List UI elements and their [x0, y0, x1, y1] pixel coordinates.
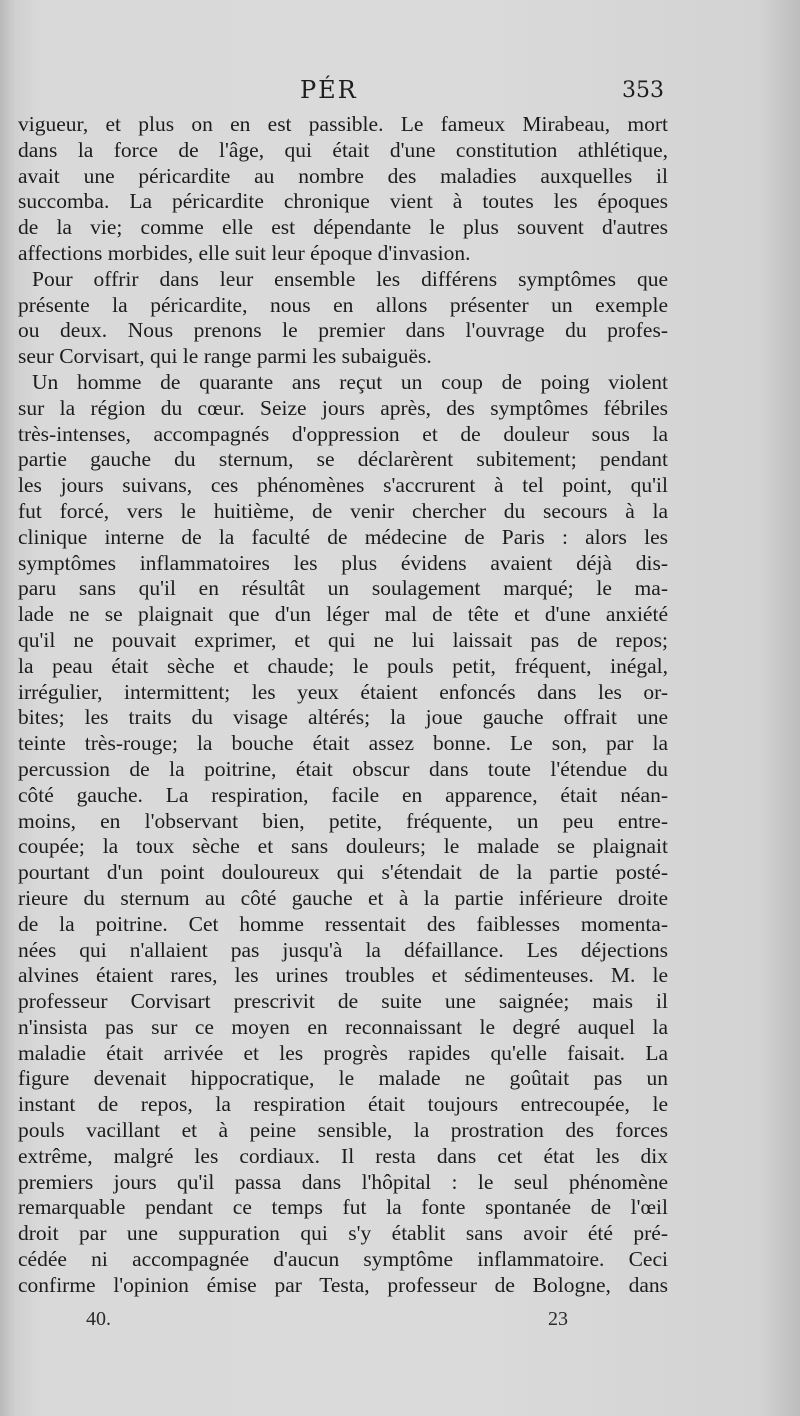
text-line: de la poitrine. Cet homme ressentait des faiblesses momenta- [18, 911, 668, 936]
text-line: percussion de la poitrine, était obscur dans toute l'étendue du [18, 756, 668, 781]
text-line: très-intenses, accompagnés d'oppression et de douleur sous la [18, 421, 668, 446]
text-line: instant de repos, la respiration était toujours entrecoupée, le [18, 1092, 668, 1117]
text-line: coupée; la toux sèche et sans douleurs; le malade se plaignait [18, 834, 668, 859]
text-line: pourtant d'un point douloureux qui s'étendait de la partie posté- [18, 860, 668, 885]
text-line: lade ne se plaignait que d'un léger mal de tête et d'une anxiété [18, 602, 668, 627]
text-line: alvines étaient rares, les urines troubles et sédimenteuses. M. le [18, 963, 668, 988]
text-line: teinte très-rouge; la bouche était assez bonne. Le son, par la [18, 731, 668, 756]
page-footer [0, 1308, 800, 1338]
text-line: avait une péricardite au nombre des maladies auxquelles il [18, 163, 668, 188]
text-line: confirme l'opinion émise par Testa, professeur de Bologne, dans [18, 1272, 668, 1297]
text-line: moins, en l'observant bien, petite, fréquente, un peu entre- [18, 808, 668, 833]
page-number: 353 [622, 78, 664, 103]
text-line: maladie était arrivée et les progrès rapides qu'elle faisait. La [18, 1040, 668, 1065]
text-line: extrême, malgré les cordiaux. Il resta dans cet état les dix [18, 1143, 668, 1168]
text-line: sur la région du cœur. Seize jours après, des symptômes fébriles [18, 395, 668, 420]
text-line: droit par une suppuration qui s'y établit sans avoir été pré- [18, 1221, 668, 1246]
text-line: présente la péricardite, nous en allons présenter un exemple [18, 292, 668, 317]
text-line: côté gauche. La respiration, facile en apparence, était néan- [18, 782, 668, 807]
text-line: n'insista pas sur ce moyen en reconnaissant le degré auquel la [18, 1014, 668, 1039]
text-line: Pour offrir dans leur ensemble les différens symptômes que [32, 266, 668, 291]
text-line: partie gauche du sternum, se déclarèrent subitement; pendant [18, 447, 668, 472]
text-line: vigueur, et plus on en est passible. Le fameux Mirabeau, mort [18, 112, 668, 136]
signature-mark-right: 23 [548, 1308, 568, 1330]
text-line: irrégulier, intermittent; les yeux étaient enfoncés dans les or- [18, 679, 668, 704]
text-line: pouls vacillant et à peine sensible, la prostration des forces [18, 1118, 668, 1143]
text-line: paru sans qu'il en résultât un soulagement marqué; le ma- [18, 576, 668, 601]
text-line: figure devenait hippocratique, le malade ne goûtait pas un [18, 1066, 668, 1091]
text-line: professeur Corvisart prescrivit de suite une saignée; mais il [18, 989, 668, 1014]
text-line: clinique interne de la faculté de médecine de Paris : alors les [18, 524, 668, 549]
text-line: succomba. La péricardite chronique vient à toutes les époques [18, 189, 668, 214]
text-line: remarquable pendant ce temps fut la fonte spontanée de l'œil [18, 1195, 668, 1220]
text-line: bites; les traits du visage altérés; la joue gauche offrait une [18, 705, 668, 730]
text-line: rieure du sternum au côté gauche et à la partie inférieure droite [18, 885, 668, 910]
text-line: cédée ni accompagnée d'aucun symptôme inflammatoire. Ceci [18, 1247, 668, 1272]
text-line: symptômes inflammatoires les plus évidens avaient déjà dis- [18, 550, 668, 575]
text-line: qu'il ne pouvait exprimer, et qui ne lui laissait pas de repos; [18, 627, 668, 652]
text-line: les jours suivans, ces phénomènes s'accrurent à tel point, qu'il [18, 473, 668, 498]
text-line: premiers jours qu'il passa dans l'hôpital : le seul phénomène [18, 1169, 668, 1194]
text-line: dans la force de l'âge, qui était d'une constitution athlétique, [18, 137, 668, 162]
text-line: Un homme de quarante ans reçut un coup de poing violent [32, 369, 668, 394]
text-line: fut forcé, vers le huitième, de venir chercher du secours à la [18, 498, 668, 523]
running-head-title: PÉR [300, 76, 358, 104]
running-head [0, 76, 800, 106]
text-line: seur Corvisart, qui le range parmi les subaiguës. [18, 344, 432, 369]
text-line: affections morbides, elle suit leur époque d'invasion. [18, 240, 471, 265]
body-text [18, 112, 668, 1299]
signature-mark-left: 40. [86, 1308, 111, 1330]
text-line: de la vie; comme elle est dépendante le plus souvent d'autres [18, 215, 668, 240]
text-line: la peau était sèche et chaude; le pouls petit, fréquent, inégal, [18, 653, 668, 678]
text-line: ou deux. Nous prenons le premier dans l'ouvrage du profes- [18, 318, 668, 343]
text-line: nées qui n'allaient pas jusqu'à la défaillance. Les déjections [18, 937, 668, 962]
